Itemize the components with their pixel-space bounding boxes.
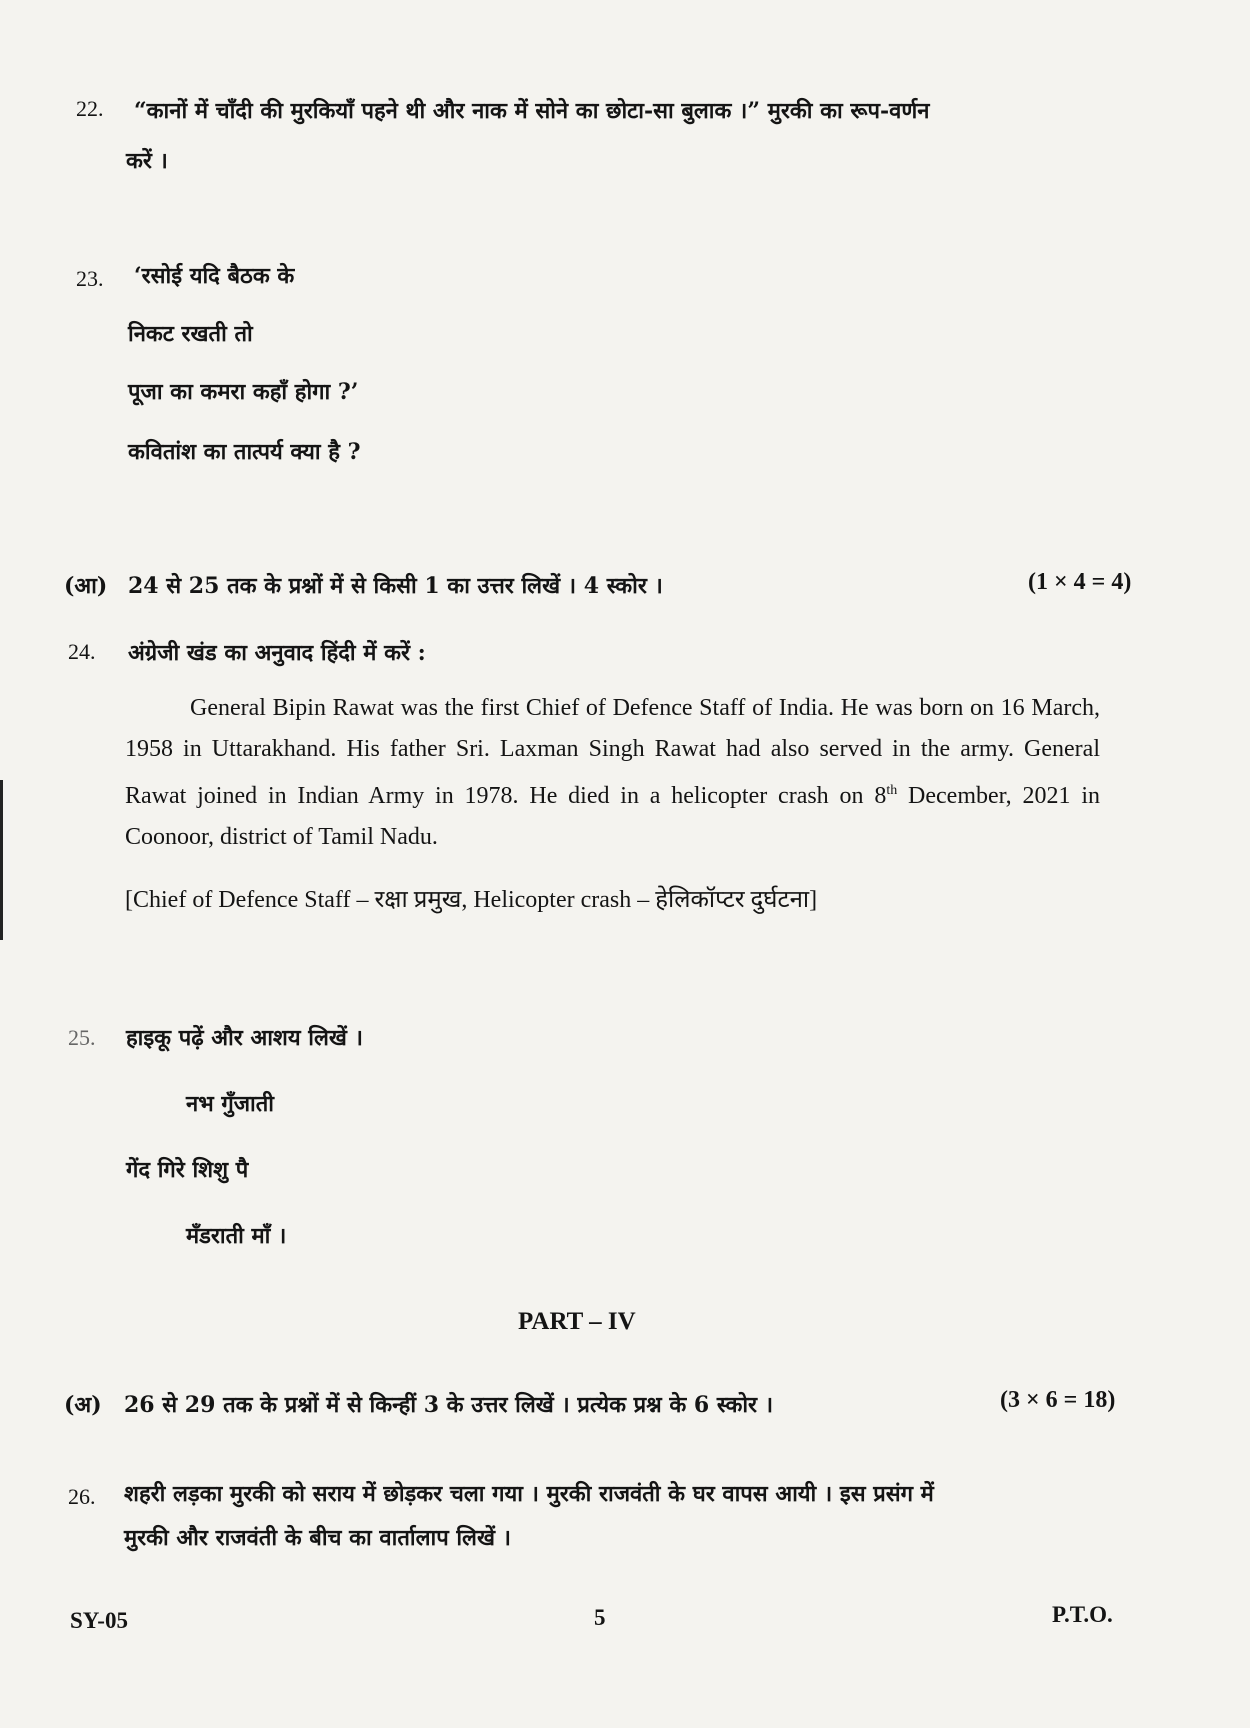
question-text-line: मुरकी और राजवंती के बीच का वार्तालाप लिखें ।	[124, 1525, 511, 1551]
question-instruction: अंग्रेजी खंड का अनुवाद हिंदी में करें :	[128, 640, 426, 666]
haiku-line: नभ गुँजाती	[186, 1091, 274, 1117]
passage-text-end: December, 2021 in Coonoor, district of Tamil Nadu.	[125, 783, 1100, 850]
ordinal-suffix: th	[886, 783, 898, 798]
question-number: 23.	[76, 266, 104, 291]
question-text-line: करें ।	[126, 148, 168, 174]
question-text-line: कवितांश का तात्पर्य क्या है ?	[128, 439, 361, 465]
section-instruction: 26 से 29 तक के प्रश्नों में से किन्हीं 3 के उत्तर लिखें । प्रत्येक प्रश्न के 6 स्कोर ।	[124, 1392, 774, 1418]
scan-edge-mark	[0, 780, 3, 940]
question-number: 24.	[68, 639, 96, 664]
paper-code: SY-05	[70, 1608, 128, 1633]
section-label: (अ)	[64, 1392, 102, 1418]
poem-line: पूजा का कमरा कहाँ होगा ?’	[128, 379, 359, 405]
section-label: (आ)	[64, 573, 108, 599]
question-number: 22.	[76, 96, 104, 121]
section-instruction: 24 से 25 तक के प्रश्नों में से किसी 1 का उत्तर लिखें । 4 स्कोर ।	[128, 573, 663, 599]
section-marks: (1 × 4 = 4)	[1028, 569, 1132, 595]
english-passage	[125, 688, 1100, 858]
haiku-line: मँडराती माँ ।	[186, 1223, 287, 1249]
question-text-line: शहरी लड़का मुरकी को सराय में छोड़कर चला गया । मुरकी राजवंती के घर वापस आयी । इस प्रसंग में	[124, 1481, 934, 1507]
page-number: 5	[594, 1605, 606, 1630]
haiku-line: गेंद गिरे शिशु पै	[126, 1157, 249, 1183]
section-marks: (3 × 6 = 18)	[1000, 1387, 1116, 1413]
question-number: 26.	[68, 1484, 96, 1509]
part-heading: PART – IV	[518, 1308, 636, 1335]
question-instruction: हाइकू पढ़ें और आशय लिखें ।	[126, 1025, 363, 1051]
glossary-note: [Chief of Defence Staff – रक्षा प्रमुख, Helicopter crash – हेलिकॉप्टर दुर्घटना]	[125, 887, 818, 913]
poem-line: ‘रसोई यदि बैठक के	[134, 263, 295, 289]
passage-text: General Bipin Rawat was the first Chief of Defence Staff of India. He was born on 16 March, 1958 in Uttarakhand. His father Sri. Laxman Singh Rawat had also served in the army. General Rawat joined in Indian Army in 1978. He died in a helicopter crash on 8	[125, 695, 1100, 809]
poem-line: निकट रखती तो	[128, 321, 253, 347]
question-text-line: “कानों में चाँदी की मुरकियाँ पहने थी और नाक में सोने का छोटा-सा बुलाक ।” मुरकी का रूप-वर्णन	[134, 98, 930, 124]
pto-note: P.T.O.	[1052, 1602, 1113, 1627]
question-number: 25.	[68, 1025, 96, 1050]
